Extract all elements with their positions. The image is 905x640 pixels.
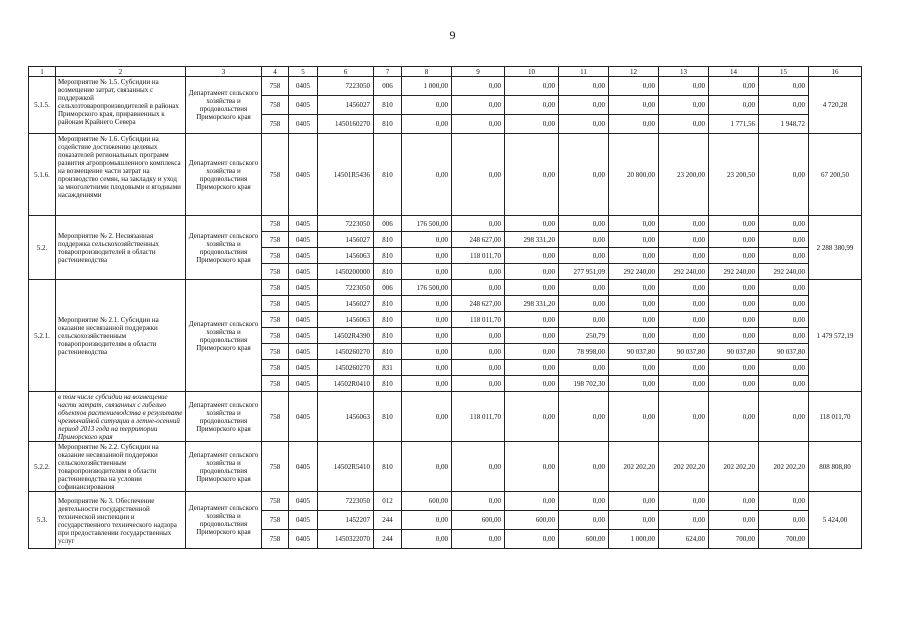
amount-cell: 0,00	[609, 492, 659, 511]
section-code: 0405	[289, 296, 318, 312]
expense-type-code: 831	[374, 360, 402, 376]
amount-cell: 0,00	[402, 392, 452, 442]
ministry-code: 758	[262, 360, 289, 376]
amount-cell: 0,00	[452, 280, 505, 296]
expense-type-code: 810	[374, 376, 402, 392]
amount-cell: 0,00	[452, 115, 505, 134]
target-article-code: 1452207	[318, 511, 374, 530]
expense-type-code: 810	[374, 328, 402, 344]
amount-cell: 0,00	[709, 511, 759, 530]
amount-cell: 277 951,09	[559, 264, 609, 280]
expense-type-code: 006	[374, 77, 402, 96]
table-row	[29, 77, 862, 96]
amount-cell: 0,00	[559, 77, 609, 96]
column-header: 15	[759, 67, 809, 77]
expense-type-code: 810	[374, 134, 402, 216]
column-header: 3	[186, 67, 262, 77]
expense-type-code: 006	[374, 216, 402, 232]
ministry-code: 758	[262, 376, 289, 392]
amount-cell: 292 240,00	[659, 264, 709, 280]
ministry-code: 758	[262, 248, 289, 264]
amount-cell: 176 500,00	[402, 280, 452, 296]
amount-cell: 0,00	[609, 232, 659, 248]
section-code: 0405	[289, 232, 318, 248]
amount-cell: 292 240,00	[709, 264, 759, 280]
amount-cell: 0,00	[559, 248, 609, 264]
amount-cell: 0,00	[659, 216, 709, 232]
amount-cell: 0,00	[402, 264, 452, 280]
amount-cell: 0,00	[452, 328, 505, 344]
amount-cell: 0,00	[505, 442, 559, 492]
amount-cell: 0,00	[759, 360, 809, 376]
column-header: 8	[402, 67, 452, 77]
amount-cell: 0,00	[759, 511, 809, 530]
amount-cell: 0,00	[505, 492, 559, 511]
amount-cell: 0,00	[559, 442, 609, 492]
ministry-code: 758	[262, 115, 289, 134]
ministry-code: 758	[262, 134, 289, 216]
amount-cell: 0,00	[559, 392, 609, 442]
column-header: 10	[505, 67, 559, 77]
ministry-code: 758	[262, 530, 289, 549]
amount-cell: 700,00	[709, 530, 759, 549]
amount-cell: 0,00	[609, 216, 659, 232]
amount-cell: 298 331,20	[505, 296, 559, 312]
amount-cell: 0,00	[609, 360, 659, 376]
target-article-code: 7223050	[318, 216, 374, 232]
budget-table	[28, 66, 862, 549]
expense-type-code: 006	[374, 280, 402, 296]
amount-cell: 0,00	[559, 280, 609, 296]
target-article-code: 7223050	[318, 492, 374, 511]
amount-cell: 23 200,50	[709, 134, 759, 216]
measure-name: Мероприятие № 2.1. Субсидии на оказание несвязанной поддержки сельскохозяйственным товаропроизводителям в области растениеводства	[56, 280, 186, 392]
amount-cell: 0,00	[402, 232, 452, 248]
expense-type-code: 810	[374, 115, 402, 134]
amount-cell: 292 240,00	[759, 264, 809, 280]
amount-cell: 0,00	[505, 264, 559, 280]
amount-cell: 0,00	[659, 232, 709, 248]
expense-type-code: 810	[374, 96, 402, 115]
responsible-department: Департамент сельского хозяйства и продовольствия Приморского края	[186, 280, 262, 392]
amount-cell: 198 702,30	[559, 376, 609, 392]
ministry-code: 758	[262, 264, 289, 280]
target-article-code: 14502R0410	[318, 376, 374, 392]
amount-cell: 0,00	[505, 280, 559, 296]
amount-cell: 0,00	[709, 392, 759, 442]
target-article-code: 1456027	[318, 296, 374, 312]
amount-cell: 0,00	[609, 296, 659, 312]
amount-cell: 0,00	[759, 248, 809, 264]
expense-type-code: 810	[374, 232, 402, 248]
ministry-code: 758	[262, 328, 289, 344]
amount-cell: 0,00	[759, 134, 809, 216]
amount-cell: 0,00	[759, 96, 809, 115]
amount-cell: 0,00	[402, 511, 452, 530]
amount-cell: 0,00	[709, 232, 759, 248]
ministry-code: 758	[262, 312, 289, 328]
target-article-code: 1456027	[318, 96, 374, 115]
amount-cell: 0,00	[609, 392, 659, 442]
amount-cell: 0,00	[609, 511, 659, 530]
amount-cell: 600,00	[505, 511, 559, 530]
amount-cell: 0,00	[609, 376, 659, 392]
target-article-code: 14501R5436	[318, 134, 374, 216]
amount-cell: 0,00	[402, 442, 452, 492]
amount-cell: 0,00	[659, 328, 709, 344]
measure-name: Мероприятие № 1.6. Субсидии на содействие достижению целевых показателей региональных программ развития агропромышленного комплекса на возмещение части затрат на производство семян, на закладку и уход за многолетними плодовыми и ягодными насаждениями	[56, 134, 186, 216]
column-header: 5	[289, 67, 318, 77]
amount-cell: 700,00	[759, 530, 809, 549]
column-header: 7	[374, 67, 402, 77]
row-number: 5.2.	[29, 216, 56, 280]
amount-cell: 0,00	[505, 328, 559, 344]
amount-cell: 248 627,00	[452, 232, 505, 248]
target-article-code: 1450322070	[318, 530, 374, 549]
ministry-code: 758	[262, 392, 289, 442]
amount-cell: 0,00	[659, 115, 709, 134]
amount-cell: 600,00	[402, 492, 452, 511]
amount-cell: 0,00	[609, 328, 659, 344]
amount-cell: 0,00	[659, 77, 709, 96]
amount-cell: 1 771,56	[709, 115, 759, 134]
column-header: 9	[452, 67, 505, 77]
amount-cell: 0,00	[452, 134, 505, 216]
section-code: 0405	[289, 312, 318, 328]
amount-cell: 0,00	[505, 77, 559, 96]
amount-cell: 0,00	[759, 376, 809, 392]
ministry-code: 758	[262, 280, 289, 296]
amount-cell: 0,00	[759, 280, 809, 296]
responsible-department: Департамент сельского хозяйства и продовольствия Приморского края	[186, 392, 262, 442]
amount-cell: 0,00	[402, 134, 452, 216]
amount-cell: 0,00	[659, 296, 709, 312]
section-code: 0405	[289, 392, 318, 442]
amount-cell: 0,00	[759, 77, 809, 96]
amount-cell: 0,00	[505, 360, 559, 376]
measure-name: Мероприятие № 1.5. Субсидии на возмещение затрат, связанных с поддержкой сельхозтоваропроизводителей в районах Приморского края, приравненных к районам Крайнего Севера	[56, 77, 186, 134]
amount-cell: 0,00	[659, 280, 709, 296]
row-number: 5.2.2.	[29, 442, 56, 492]
amount-cell: 1 000,00	[402, 77, 452, 96]
amount-cell: 0,00	[609, 248, 659, 264]
section-code: 0405	[289, 96, 318, 115]
page-number: 9	[449, 28, 456, 42]
target-article-code: 1456063	[318, 392, 374, 442]
column-header: 6	[318, 67, 374, 77]
target-article-code: 1450200000	[318, 264, 374, 280]
column-header: 11	[559, 67, 609, 77]
amount-cell: 600,00	[452, 511, 505, 530]
table-row	[29, 392, 862, 442]
amount-cell: 0,00	[559, 115, 609, 134]
amount-cell: 248 627,00	[452, 296, 505, 312]
amount-cell: 0,00	[559, 134, 609, 216]
section-total: 808 808,80	[809, 442, 862, 492]
amount-cell: 0,00	[452, 216, 505, 232]
amount-cell: 0,00	[402, 96, 452, 115]
responsible-department: Департамент сельского хозяйства и продовольствия Приморского края	[186, 77, 262, 134]
amount-cell: 0,00	[659, 376, 709, 392]
ministry-code: 758	[262, 492, 289, 511]
section-code: 0405	[289, 134, 318, 216]
amount-cell: 0,00	[709, 96, 759, 115]
amount-cell: 0,00	[505, 115, 559, 134]
section-code: 0405	[289, 115, 318, 134]
amount-cell: 0,00	[505, 216, 559, 232]
amount-cell: 0,00	[759, 232, 809, 248]
amount-cell: 0,00	[759, 392, 809, 442]
section-code: 0405	[289, 511, 318, 530]
amount-cell: 90 037,80	[659, 344, 709, 360]
amount-cell: 0,00	[659, 96, 709, 115]
section-total: 118 011,70	[809, 392, 862, 442]
amount-cell: 0,00	[402, 115, 452, 134]
amount-cell: 176 500,00	[402, 216, 452, 232]
amount-cell: 0,00	[452, 96, 505, 115]
amount-cell: 1 000,00	[609, 530, 659, 549]
amount-cell: 0,00	[609, 77, 659, 96]
amount-cell: 0,00	[659, 248, 709, 264]
amount-cell: 0,00	[759, 296, 809, 312]
amount-cell: 0,00	[659, 511, 709, 530]
amount-cell: 0,00	[505, 344, 559, 360]
column-header: 13	[659, 67, 709, 77]
amount-cell: 0,00	[452, 360, 505, 376]
amount-cell: 0,00	[452, 77, 505, 96]
amount-cell: 0,00	[709, 328, 759, 344]
amount-cell: 0,00	[709, 376, 759, 392]
amount-cell: 0,00	[452, 344, 505, 360]
target-article-code: 7223050	[318, 77, 374, 96]
ministry-code: 758	[262, 344, 289, 360]
ministry-code: 758	[262, 296, 289, 312]
section-code: 0405	[289, 328, 318, 344]
amount-cell: 0,00	[659, 392, 709, 442]
amount-cell: 0,00	[452, 376, 505, 392]
target-article-code: 1450260270	[318, 344, 374, 360]
target-article-code: 1456027	[318, 232, 374, 248]
amount-cell: 0,00	[452, 530, 505, 549]
header-row	[29, 67, 862, 77]
amount-cell: 90 037,80	[709, 344, 759, 360]
responsible-department: Департамент сельского хозяйства и продовольствия Приморского края	[186, 134, 262, 216]
expense-type-code: 244	[374, 511, 402, 530]
section-code: 0405	[289, 248, 318, 264]
amount-cell: 0,00	[402, 344, 452, 360]
table-row	[29, 442, 862, 492]
table-row	[29, 216, 862, 232]
measure-name: Мероприятие № 2.2. Субсидии на оказание несвязанной поддержки сельскохозяйственным товаропроизводителям в области растениеводства на условии софинансирования	[56, 442, 186, 492]
table-row	[29, 492, 862, 511]
column-header: 1	[29, 67, 56, 77]
section-code: 0405	[289, 344, 318, 360]
expense-type-code: 810	[374, 296, 402, 312]
row-number: 5.3.	[29, 492, 56, 549]
amount-cell: 118 011,70	[452, 312, 505, 328]
responsible-department: Департамент сельского хозяйства и продовольствия Приморского края	[186, 442, 262, 492]
table-row	[29, 134, 862, 216]
section-code: 0405	[289, 280, 318, 296]
amount-cell: 0,00	[709, 360, 759, 376]
amount-cell: 0,00	[402, 312, 452, 328]
amount-cell: 624,00	[659, 530, 709, 549]
target-article-code: 1456063	[318, 312, 374, 328]
amount-cell: 0,00	[759, 312, 809, 328]
column-header: 2	[56, 67, 186, 77]
section-total: 4 720,28	[809, 77, 862, 134]
table-row	[29, 280, 862, 296]
section-code: 0405	[289, 216, 318, 232]
amount-cell: 0,00	[559, 232, 609, 248]
target-article-code: 7223050	[318, 280, 374, 296]
amount-cell: 0,00	[709, 248, 759, 264]
measure-name: Мероприятие № 3. Обеспечение деятельности государственной технической инспекции и государственного технического надзора при предоставлении государственных услуг	[56, 492, 186, 549]
expense-type-code: 012	[374, 492, 402, 511]
ministry-code: 758	[262, 511, 289, 530]
amount-cell: 0,00	[452, 264, 505, 280]
amount-cell: 0,00	[609, 312, 659, 328]
amount-cell: 0,00	[505, 96, 559, 115]
amount-cell: 0,00	[402, 530, 452, 549]
amount-cell: 0,00	[559, 360, 609, 376]
section-total: 2 288 380,99	[809, 216, 862, 280]
target-article-code: 1456063	[318, 248, 374, 264]
amount-cell: 0,00	[609, 96, 659, 115]
amount-cell: 0,00	[759, 328, 809, 344]
amount-cell: 0,00	[559, 296, 609, 312]
ministry-code: 758	[262, 442, 289, 492]
section-code: 0405	[289, 530, 318, 549]
section-code: 0405	[289, 360, 318, 376]
amount-cell: 0,00	[609, 115, 659, 134]
amount-cell: 0,00	[505, 134, 559, 216]
amount-cell: 202 202,20	[759, 442, 809, 492]
ministry-code: 758	[262, 232, 289, 248]
row-number: 5.2.1.	[29, 280, 56, 392]
amount-cell: 0,00	[709, 296, 759, 312]
amount-cell: 0,00	[505, 530, 559, 549]
expense-type-code: 810	[374, 344, 402, 360]
amount-cell: 0,00	[402, 360, 452, 376]
column-header: 14	[709, 67, 759, 77]
section-code: 0405	[289, 264, 318, 280]
amount-cell: 0,00	[559, 312, 609, 328]
row-number: 5.1.5.	[29, 77, 56, 134]
table-body	[29, 67, 862, 549]
target-article-code: 14502R5410	[318, 442, 374, 492]
column-header: 4	[262, 67, 289, 77]
section-total: 1 479 572,19	[809, 280, 862, 392]
amount-cell: 78 998,00	[559, 344, 609, 360]
section-code: 0405	[289, 442, 318, 492]
amount-cell: 118 011,70	[452, 392, 505, 442]
amount-cell: 0,00	[402, 376, 452, 392]
amount-cell: 0,00	[759, 492, 809, 511]
amount-cell: 90 037,80	[609, 344, 659, 360]
amount-cell: 0,00	[505, 392, 559, 442]
amount-cell: 0,00	[609, 280, 659, 296]
amount-cell: 600,00	[559, 530, 609, 549]
amount-cell: 0,00	[559, 96, 609, 115]
amount-cell: 250,79	[559, 328, 609, 344]
amount-cell: 0,00	[709, 312, 759, 328]
amount-cell: 0,00	[709, 492, 759, 511]
amount-cell: 0,00	[709, 280, 759, 296]
row-number: 5.1.6.	[29, 134, 56, 216]
row-number	[29, 392, 56, 442]
expense-type-code: 810	[374, 442, 402, 492]
amount-cell: 0,00	[402, 248, 452, 264]
amount-cell: 0,00	[452, 442, 505, 492]
expense-type-code: 810	[374, 248, 402, 264]
amount-cell: 0,00	[505, 312, 559, 328]
measure-name: в том числе субсидии на возмещение части затрат, связанных с гибелью объектов растениеводства в результате чрезвычайной ситуации в летне-осенний период 2013 года на территории Приморского края	[56, 392, 186, 442]
column-header: 12	[609, 67, 659, 77]
section-code: 0405	[289, 376, 318, 392]
amount-cell: 118 011,70	[452, 248, 505, 264]
target-article-code: 1450160270	[318, 115, 374, 134]
expense-type-code: 810	[374, 392, 402, 442]
responsible-department: Департамент сельского хозяйства и продовольствия Приморского края	[186, 492, 262, 549]
amount-cell: 0,00	[659, 492, 709, 511]
amount-cell: 0,00	[452, 492, 505, 511]
section-code: 0405	[289, 77, 318, 96]
target-article-code: 14502R4390	[318, 328, 374, 344]
measure-name: Мероприятие № 2. Несвязанная поддержка сельскохозяйственных товаропроизводителей в области растениеводства	[56, 216, 186, 280]
amount-cell: 1 948,72	[759, 115, 809, 134]
amount-cell: 202 202,20	[659, 442, 709, 492]
column-header: 16	[809, 67, 862, 77]
amount-cell: 0,00	[659, 360, 709, 376]
amount-cell: 0,00	[402, 296, 452, 312]
target-article-code: 1450260270	[318, 360, 374, 376]
amount-cell: 0,00	[402, 328, 452, 344]
amount-cell: 298 331,20	[505, 232, 559, 248]
section-total: 5 424,00	[809, 492, 862, 549]
amount-cell: 202 202,20	[709, 442, 759, 492]
amount-cell: 292 240,00	[609, 264, 659, 280]
amount-cell: 20 800,00	[609, 134, 659, 216]
amount-cell: 90 037,80	[759, 344, 809, 360]
expense-type-code: 810	[374, 264, 402, 280]
amount-cell: 0,00	[505, 376, 559, 392]
section-total: 67 200,50	[809, 134, 862, 216]
ministry-code: 758	[262, 96, 289, 115]
expense-type-code: 244	[374, 530, 402, 549]
ministry-code: 758	[262, 216, 289, 232]
amount-cell: 0,00	[759, 216, 809, 232]
ministry-code: 758	[262, 77, 289, 96]
amount-cell: 23 200,00	[659, 134, 709, 216]
amount-cell: 0,00	[659, 312, 709, 328]
amount-cell: 0,00	[709, 77, 759, 96]
amount-cell: 0,00	[559, 492, 609, 511]
amount-cell: 0,00	[709, 216, 759, 232]
responsible-department: Департамент сельского хозяйства и продовольствия Приморского края	[186, 216, 262, 280]
amount-cell: 202 202,20	[609, 442, 659, 492]
section-code: 0405	[289, 492, 318, 511]
amount-cell: 0,00	[559, 511, 609, 530]
expense-type-code: 810	[374, 312, 402, 328]
amount-cell: 0,00	[559, 216, 609, 232]
amount-cell: 0,00	[505, 248, 559, 264]
